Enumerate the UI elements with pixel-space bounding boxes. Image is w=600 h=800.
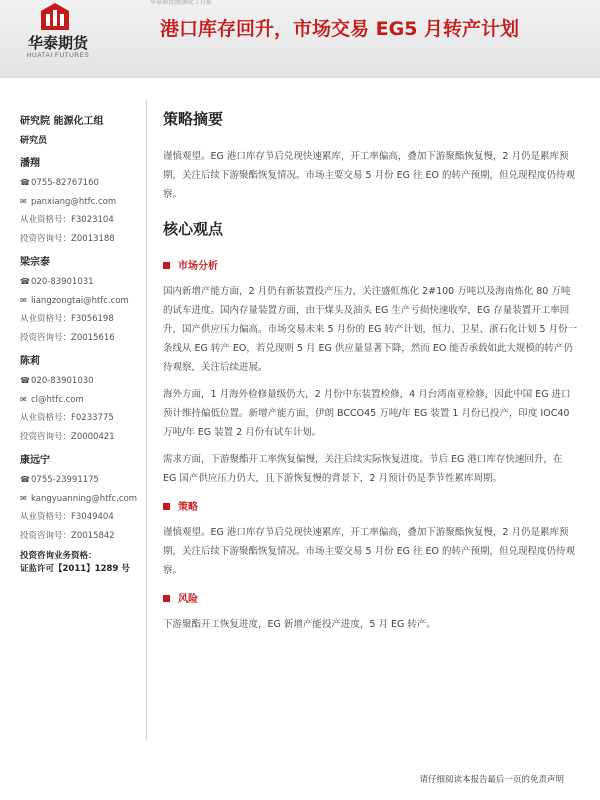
red-square-bullet-icon (163, 503, 170, 510)
analyst-consult-id: 投资咨询号：Z0013188 (20, 234, 115, 244)
phone-icon: ☎ (20, 178, 30, 187)
analyst-name: 陈莉 (20, 356, 40, 367)
analyst-name: 康远宁 (20, 455, 50, 466)
analyst-card (20, 352, 140, 443)
disclaimer-note: 请仔细阅读本报告最后一页的免责声明 (419, 775, 564, 785)
market-analysis-label: 市场分析 (178, 261, 218, 272)
market-analysis-heading (163, 257, 578, 272)
analyst-email[interactable]: liangzongtai@htfc.com (31, 296, 129, 306)
risk-label: 风险 (178, 594, 198, 605)
analyst-license: 从业资格号：F3049404 (20, 512, 114, 522)
red-square-bullet-icon (163, 595, 170, 602)
phone-icon: ☎ (20, 376, 30, 385)
market-paragraph-3: 需求方面，下游聚酯开工率恢复偏慢，关注后续实际恢复进度。节后 EG 港口库存快速回升，在 EG 国产供应压力仍大，且下游恢复慢的背景下，2 月预计仍是季节性累库周期。 (163, 454, 563, 484)
analyst-sidebar (20, 112, 140, 576)
huatai-logo-icon (40, 2, 70, 32)
strategy-paragraph: 谨慎观望。EG 港口库存节后兑现快速累库，开工率偏高，叠加下游聚酯恢复慢，2 月仍是累库预期，关注后续下游聚酯恢复情况。市场主要交易 5 月份 EG 往 EO 的转产预期，但兑现程度仍待观察。 (163, 527, 576, 576)
analyst-phone: 020-83901031 (31, 277, 94, 287)
email-icon: ✉ (20, 494, 27, 503)
market-paragraph-1: 国内新增产能方面，2 月仍有新装置投产压力，关注盛虹炼化 2#100 万吨以及海南炼化 80 万吨的试车进度。国内存量装置方面，由于煤头及油头 EG 生产亏损快速收窄，EG 存量装置开工率回升，国产供应压力偏高。市场交易未来 5 月份的 EG 转产计划，恒力、卫星、浙石化计划 5 月份一条线从 EG 转产 EO，若兑现则 5 月 EG 供应量显著下降，然而 EO 能否承载如此大规模的转产仍待观察，关注后续进展。 (163, 286, 578, 373)
analyst-license: 从业资格号：F3056198 (20, 314, 114, 324)
qualification-label: 投资咨询业务资格： (20, 551, 97, 561)
phone-icon: ☎ (20, 475, 30, 484)
market-paragraph-2: 海外方面，1 月海外检修量级仍大，2 月份中东装置检修，4 月台湾南亚检修，因此中国 EG 进口预计维持偏低位置。新增产能方面，伊朗 BCCO45 万吨/年 EG 装置 1 月份已投产，印度 IOC40 万吨/年 EG 装置 2 月份有试车计划。 (163, 389, 571, 438)
summary-heading: 策略摘要 (163, 110, 224, 128)
institute-label: 研究院 能源化工组 (20, 116, 104, 127)
report-title: 港口库存回升，市场交易 EG5 月转产计划 (160, 18, 520, 40)
report-header (0, 0, 600, 78)
license-number: 证监许可【2011】1289 号 (20, 564, 130, 574)
qualification-note (20, 550, 140, 576)
analyst-email[interactable]: cl@htfc.com (31, 395, 84, 405)
analyst-phone: 0755-23991175 (31, 475, 99, 485)
core-heading: 核心观点 (163, 220, 224, 238)
report-body (163, 108, 578, 642)
analyst-email[interactable]: panxiang@htfc.com (31, 197, 117, 207)
risk-heading (163, 590, 578, 605)
analyst-name: 梁宗泰 (20, 257, 50, 268)
analyst-card (20, 154, 140, 245)
column-divider (146, 100, 147, 740)
brand-name-cn: 华泰期货 (27, 34, 88, 52)
phone-icon: ☎ (20, 277, 30, 286)
analyst-email[interactable]: kangyuanning@htfc.com (31, 494, 138, 504)
analyst-consult-id: 投资咨询号：Z0000421 (20, 432, 115, 442)
analyst-card (20, 451, 140, 542)
strategy-label: 策略 (178, 502, 198, 513)
role-label: 研究员 (20, 136, 48, 146)
analyst-phone: 0755-82767160 (31, 178, 99, 188)
analyst-phone: 020-83901030 (31, 376, 94, 386)
analyst-name: 潘翔 (20, 158, 40, 169)
email-icon: ✉ (20, 197, 27, 206)
header-strip-text: 华泰期货|能源化工日报 (150, 0, 213, 6)
analyst-license: 从业资格号：F3023104 (20, 215, 114, 225)
analyst-license: 从业资格号：F0233775 (20, 413, 114, 423)
brand-logo (18, 2, 128, 62)
email-icon: ✉ (20, 296, 27, 305)
analyst-consult-id: 投资咨询号：Z0015616 (20, 333, 115, 343)
brand-name-en: HUATAI FUTURES (26, 52, 90, 59)
email-icon: ✉ (20, 395, 27, 404)
red-square-bullet-icon (163, 262, 170, 269)
analyst-card (20, 253, 140, 344)
risk-paragraph: 下游聚酯开工恢复进度，EG 新增产能投产进度，5 月 EG 转产。 (163, 619, 436, 630)
strategy-heading (163, 498, 578, 513)
summary-paragraph: 谨慎观望。EG 港口库存节后兑现快速累库，开工率偏高，叠加下游聚酯恢复慢，2 月仍是累库预期，关注后续下游聚酯恢复情况。市场主要交易 5 月份 EG 往 EO 的转产预期，但兑现程度仍待观察。 (163, 151, 576, 200)
analyst-consult-id: 投资咨询号：Z0015842 (20, 531, 115, 541)
